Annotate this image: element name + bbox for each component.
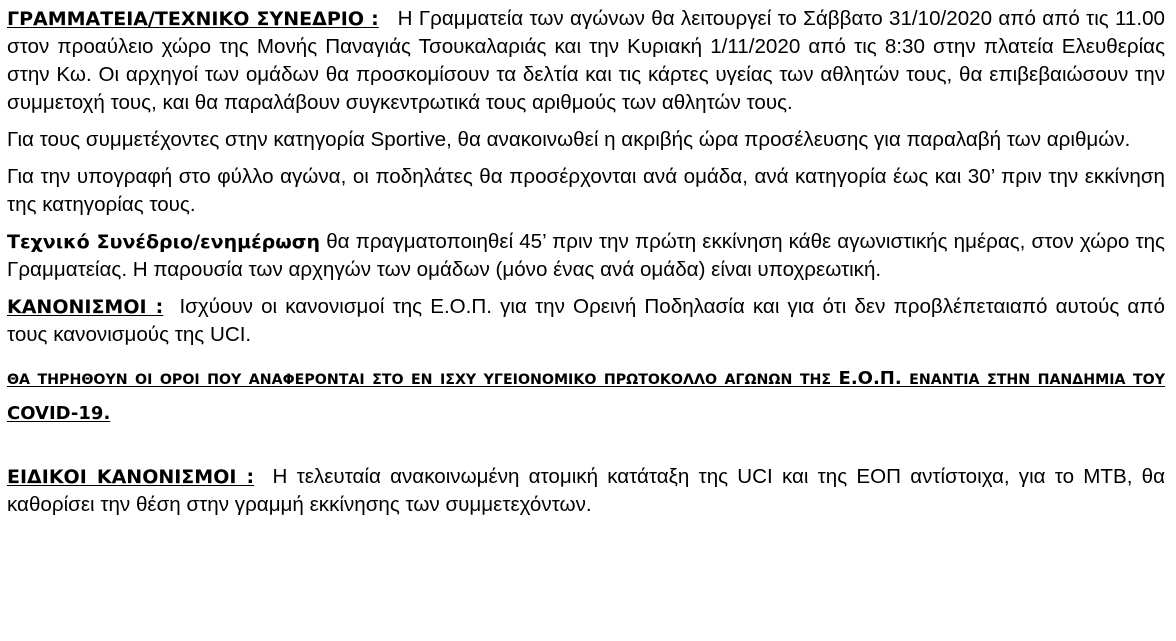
special-regulations-heading: ΕΙΔΙΚΟΙ ΚΑΝΟΝΙΣΜΟΙ : [7, 466, 255, 488]
special-regulations-paragraph [7, 463, 1165, 519]
secretariat-text: Η Γραμματεία των αγώνων θα λειτουργεί το Σάββατο 31/10/2020 από από τις 11.00 στον προαύλειο χώρο της Μονής Παναγιάς Τσουκαλαριάς και την Κυριακή 1/11/2020 από τις 8:30 στην πλατεία Ελευθερίας στην Κω. Οι αρχηγοί των ομάδων θα προσκομίσουν τα δελτία και τις κάρτες υγείας των αθλητών τους, θα επιβεβαιώσουν την συμμετοχή τους, και θα παραλάβουν συγκεντρωτικά τους αριθμούς των αθλητών τους. [7, 7, 1165, 114]
covid-notice-part1: ΘΑ ΤΗΡΗΘΟΥΝ ΟΙ ΟΡΟΙ ΠΟΥ ΑΝΑΦΕΡΟΝΤΑΙ ΣΤΟ ΕΝ ΙΣΧΥ ΥΓΕΙΟΝΟΜΙΚΟ ΠΡΩΤΟΚΟΛΛΟ ΑΓΩΝΩΝ ΤΗΣ [7, 372, 839, 388]
sportive-text: Για τους συμμετέχοντες στην κατηγορία Sportive, θα ανακοινωθεί η ακριβής ώρα προσέλευσης για παραλαβή των αριθμών. [7, 128, 1131, 151]
sportive-paragraph [7, 126, 1165, 154]
covid-notice-eop: Ε.Ο.Π. [838, 368, 902, 389]
regulations-heading: ΚΑΝΟΝΙΣΜΟΙ : [7, 296, 164, 318]
regulations-text: Ισχύουν οι κανονισμοί της Ε.Ο.Π. για την Ορεινή Ποδηλασία και για ότι δεν προβλέπεταιαπό αυτούς από τους κανονισμούς της UCI. [7, 295, 1165, 346]
briefing-text: θα πραγματοποιηθεί 45’ πριν την πρώτη εκκίνηση κάθε αγωνιστικής ημέρας, στον χώρο της Γραμματείας. Η παρουσία των αρχηγών των ομάδων (μόνο ένας ανά ομάδα) είναι υποχρεωτική. [7, 230, 1165, 281]
briefing-heading: Τεχνικό Συνέδριο/ενημέρωση [7, 231, 321, 253]
regulations-paragraph [7, 293, 1165, 349]
covid-notice-part3: ΕΝΑΝΤΙΑ ΣΤΗΝ ΠΑΝΔΗΜΙΑ ΤΟΥ [901, 372, 1166, 388]
signature-paragraph [7, 163, 1165, 219]
secretariat-heading: ΓΡΑΜΜΑΤΕΙΑ/ΤΕΧΝΙΚΟ ΣΥΝΕΔΡΙΟ : [7, 8, 379, 30]
covid-notice-covid: COVID-19. [7, 403, 111, 424]
special-regulations-text: Η τελευταία ανακοινωμένη ατομική κατάταξη της UCI και της ΕΟΠ αντίστοιχα, για το MTB, θα καθορίσει την θέση στην γραμμή εκκίνησης των συμμετεχόντων. [7, 465, 1166, 516]
document-page [7, 0, 1165, 519]
secretariat-paragraph [7, 5, 1165, 117]
briefing-paragraph [7, 228, 1165, 284]
covid-notice [7, 362, 1165, 432]
signature-text: Για την υπογραφή στο φύλλο αγώνα, οι ποδηλάτες θα προσέρχονται ανά ομάδα, ανά κατηγορία έως και 30’ πριν την εκκίνηση της κατηγορίας τους. [7, 165, 1165, 216]
